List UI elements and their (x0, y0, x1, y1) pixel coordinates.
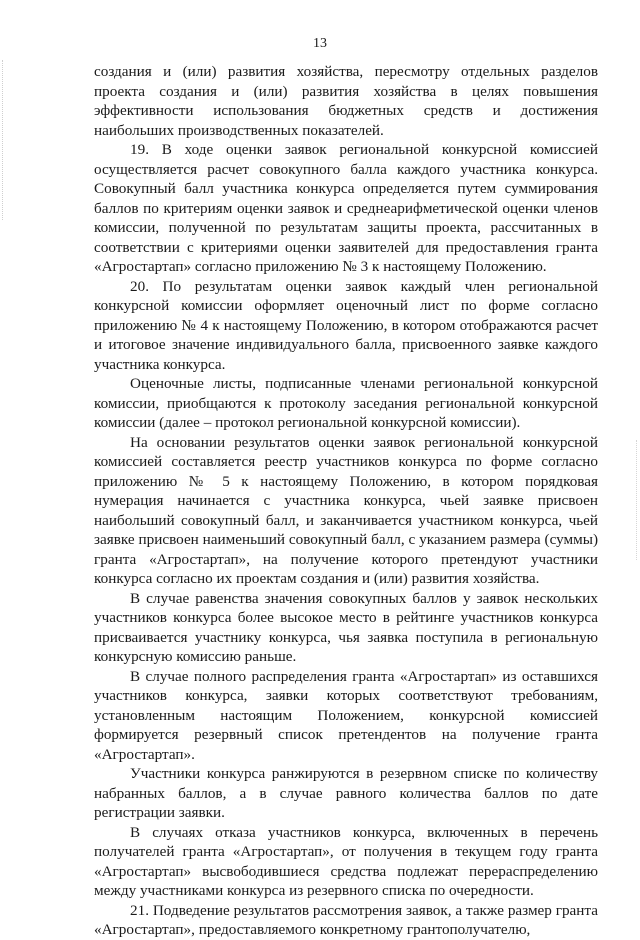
paragraph-refusal: В случаях отказа участников конкурса, включенных в перечень получателей гранта «Агростартап», от получения в текущем году гранта «Агростартап» высвободившиеся средства подлежат перераспределению между участниками конкурса из резервного списка по очередности. (94, 823, 598, 899)
document-body (94, 62, 598, 940)
paragraph-reserve-list: В случае полного распределения гранта «Агростартап» из оставшихся участников конкурса, заявки которых соответствуют требованиям, установленным настоящим Положением, конкурсной комиссией формируется резервный список претендентов на получение гранта «Агростартап». (94, 667, 598, 763)
paragraph-evaluation-sheets: Оценочные листы, подписанные членами региональной конкурсной комиссии, приобщаются к протоколу заседания региональной конкурсной комиссии (далее – протокол региональной конкурсной комиссии). (94, 375, 598, 431)
paragraph-ranking: Участники конкурса ранжируются в резервном списке по количеству набранных баллов, а в случае равного количества баллов по дате регистрации заявки. (94, 765, 598, 821)
scan-edge-mark-right (636, 440, 638, 560)
page-number: 13 (313, 36, 327, 51)
paragraph-equal-scores: В случае равенства значения совокупных баллов у заявок нескольких участников конкурса более высокое место в рейтинге участников конкурса присваивается участнику конкурса, чья заявка поступила в региональную конкурсную комиссию раньше. (94, 589, 598, 665)
paragraph-item-21: 21. Подведение результатов рассмотрения заявок, а также размер гранта «Агростартап», предоставляемого конкретному грантополучателю, (94, 901, 598, 938)
paragraph-registry: На основании результатов оценки заявок региональной конкурсной комиссией составляется реестр участников конкурса по форме согласно приложению № 5 к настоящему Положению, в котором порядковая нумерация начинается с участника конкурса, чьей заявке присвоен наибольший совокупный балл, и заканчивается участником конкурса, чьей заявке присвоен наименьший совокупный балл, с указанием размера (суммы) гранта «Агростартап», на получение которого претендуют участники конкурса согласно их проектам создания и (или) развития хозяйства. (94, 433, 598, 587)
scan-edge-mark-left (2, 60, 4, 220)
paragraph-continuation: создания и (или) развития хозяйства, пересмотру отдельных разделов проекта создания и (или) развития хозяйства в целях повышения эффективности использования бюджетных средств и достижения наибольших производственных показателей. (94, 63, 598, 139)
paragraph-item-19: 19. В ходе оценки заявок региональной конкурсной комиссией осуществляется расчет совокупного балла каждого участника конкурса. Совокупный балл участника конкурса определяется путем суммирования баллов по критериям оценки заявок и среднеарифметической оценки членов комиссии, полученной по результатам защиты проекта, рассчитанных в соответствии с критериями оценки заявителей для предоставления гранта «Агростартап» согласно приложению № 3 к настоящему Положению. (94, 141, 598, 275)
paragraph-item-20: 20. По результатам оценки заявок каждый член региональной конкурсной комиссии оформляет оценочный лист по форме согласно приложению № 4 к настоящему Положению, в котором отображаются расчет и итоговое значение индивидуального балла, присвоенного заявке каждого участника конкурса. (94, 277, 598, 373)
